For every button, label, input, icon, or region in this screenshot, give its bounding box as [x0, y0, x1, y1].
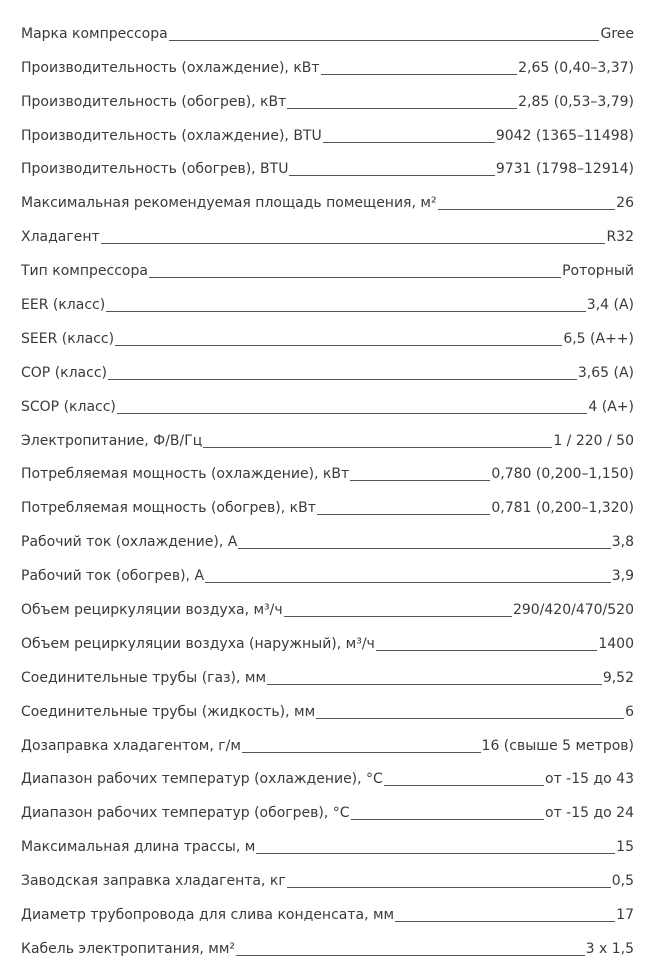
leader-line: [289, 175, 494, 176]
spec-label: SCOP (класс): [21, 398, 116, 415]
spec-value: 2,65 (0,40–3,37): [518, 59, 634, 76]
spec-value: R32: [606, 229, 634, 246]
spec-value: 9042 (1365–11498): [495, 127, 634, 144]
spec-row: [21, 553, 634, 587]
spec-row: [21, 790, 634, 824]
spec-label: Марка компрессора: [21, 25, 168, 42]
leader-line: [203, 447, 552, 448]
spec-value: Роторный: [562, 263, 634, 280]
spec-value: 16 (свыше 5 метров): [481, 737, 634, 754]
spec-row: [21, 214, 634, 248]
spec-row: [21, 45, 634, 79]
leader-line: [350, 480, 490, 481]
spec-row: [21, 926, 634, 960]
spec-label: Производительность (охлаждение), BTU: [21, 127, 322, 144]
leader-line: [149, 277, 561, 278]
spec-value: 6,5 (A++): [563, 330, 634, 347]
spec-row: [21, 147, 634, 181]
spec-row: [21, 892, 634, 926]
spec-label: Диаметр трубопровода для слива конденсата, мм: [21, 907, 395, 924]
spec-row: [21, 723, 634, 757]
leader-line: [317, 514, 491, 515]
leader-line: [106, 311, 586, 312]
spec-row: [21, 11, 634, 45]
spec-label: Производительность (обогрев), кВт: [21, 93, 287, 110]
spec-label: Электропитание, Ф/В/Гц: [21, 432, 203, 449]
spec-value: 3,8: [611, 534, 634, 551]
spec-row: [21, 689, 634, 723]
spec-label: Максимальная длина трассы, м: [21, 839, 256, 856]
spec-row: [21, 824, 634, 858]
spec-row: [21, 587, 634, 621]
spec-row: [21, 757, 634, 791]
spec-list: [21, 11, 634, 960]
spec-row: [21, 384, 634, 418]
spec-label: Потребляемая мощность (охлаждение), кВт: [21, 466, 350, 483]
spec-value: 0,780 (0,200–1,150): [491, 466, 634, 483]
spec-label: Тип компрессора: [21, 263, 148, 280]
leader-line: [384, 785, 544, 786]
spec-row: [21, 655, 634, 689]
spec-row: [21, 519, 634, 553]
spec-label: Потребляемая мощность (обогрев), кВт: [21, 500, 316, 517]
spec-value: 0,5: [611, 873, 634, 890]
spec-value: 17: [616, 907, 634, 924]
spec-row: [21, 350, 634, 384]
spec-value: от -15 до 43: [545, 771, 634, 788]
spec-value: 3,9: [611, 568, 634, 585]
spec-label: Рабочий ток (обогрев), А: [21, 568, 205, 585]
spec-value: 1 / 220 / 50: [553, 432, 634, 449]
spec-value: 290/420/470/520: [512, 602, 634, 619]
leader-line: [117, 413, 588, 414]
spec-value: 9,52: [602, 669, 634, 686]
spec-value: 26: [616, 195, 634, 212]
spec-label: Соединительные трубы (газ), мм: [21, 669, 267, 686]
leader-line: [101, 243, 606, 244]
spec-value: 3,65 (A): [577, 364, 634, 381]
spec-label: EER (класс): [21, 297, 106, 314]
spec-row: [21, 113, 634, 147]
leader-line: [108, 379, 577, 380]
spec-label: Диапазон рабочих температур (охлаждение), °С: [21, 771, 383, 788]
spec-value: 2,85 (0,53–3,79): [518, 93, 634, 110]
spec-label: Соединительные трубы (жидкость), мм: [21, 703, 316, 720]
spec-value: от -15 до 24: [545, 805, 634, 822]
leader-line: [395, 921, 615, 922]
spec-value: 0,781 (0,200–1,320): [491, 500, 634, 517]
spec-value: 3,4 (A): [586, 297, 634, 314]
leader-line: [316, 718, 624, 719]
spec-row: [21, 248, 634, 282]
spec-label: Заводская заправка хладагента, кг: [21, 873, 286, 890]
spec-label: Объем рециркуляции воздуха (наружный), м³/ч: [21, 635, 375, 652]
spec-row: [21, 452, 634, 486]
leader-line: [238, 548, 610, 549]
spec-value: 3 x 1,5: [585, 940, 634, 957]
leader-line: [115, 345, 562, 346]
leader-line: [287, 108, 517, 109]
leader-line: [321, 74, 518, 75]
spec-label: Объем рециркуляции воздуха, м³/ч: [21, 602, 283, 619]
spec-label: Дозаправка хладагентом, г/м: [21, 737, 241, 754]
leader-line: [267, 684, 602, 685]
spec-row: [21, 418, 634, 452]
spec-label: Хладагент: [21, 229, 100, 246]
leader-line: [205, 582, 611, 583]
leader-line: [438, 209, 616, 210]
spec-row: [21, 316, 634, 350]
spec-label: SEER (класс): [21, 330, 115, 347]
spec-label: Рабочий ток (охлаждение), А: [21, 534, 238, 551]
spec-row: [21, 858, 634, 892]
spec-label: COP (класс): [21, 364, 107, 381]
spec-row: [21, 79, 634, 113]
leader-line: [169, 40, 600, 41]
spec-row: [21, 485, 634, 519]
spec-label: Максимальная рекомендуемая площадь помещения, м²: [21, 195, 437, 212]
spec-row: [21, 621, 634, 655]
leader-line: [351, 819, 544, 820]
spec-label: Диапазон рабочих температур (обогрев), °С: [21, 805, 350, 822]
leader-line: [242, 752, 481, 753]
leader-line: [284, 616, 512, 617]
spec-value: 15: [616, 839, 634, 856]
leader-line: [287, 887, 611, 888]
leader-line: [256, 853, 615, 854]
spec-value: 6: [625, 703, 634, 720]
leader-line: [236, 955, 585, 956]
spec-value: 9731 (1798–12914): [495, 161, 634, 178]
spec-value: Gree: [600, 25, 634, 42]
spec-value: 4 (A+): [588, 398, 634, 415]
spec-row: [21, 180, 634, 214]
spec-label: Производительность (охлаждение), кВт: [21, 59, 320, 76]
spec-row: [21, 282, 634, 316]
spec-value: 1400: [598, 635, 634, 652]
spec-label: Кабель электропитания, мм²: [21, 940, 236, 957]
leader-line: [323, 142, 495, 143]
leader-line: [376, 650, 598, 651]
spec-label: Производительность (обогрев), BTU: [21, 161, 289, 178]
